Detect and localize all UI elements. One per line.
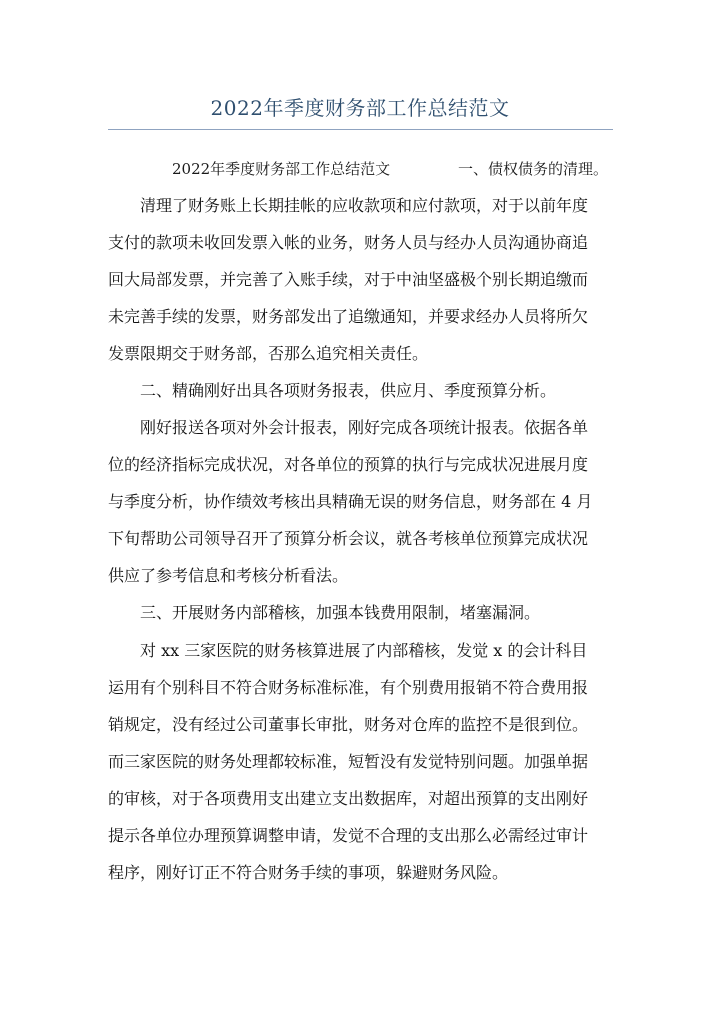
body-line: 与季度分析，协作绩效考核出具精确无误的财务信息，财务部在 4 月 (108, 492, 593, 511)
body-line: 位的经济指标完成状况，对各单位的预算的执行与完成状况进展月度 (108, 455, 589, 474)
body-line: 未完善手续的发票，财务部发出了追缴通知，并要求经办人员将所欠 (108, 307, 589, 326)
body-line: 销规定，没有经过公司董事长审批，财务对仓库的监控不是很到位。 (108, 715, 589, 734)
body-line: 下旬帮助公司领导召开了预算分析会议，就各考核单位预算完成状况 (108, 529, 589, 548)
body-line: 供应了参考信息和考核分析看法。 (108, 566, 349, 585)
body-line: 刚好报送各项对外会计报表，刚好完成各项统计报表。依据各单 (140, 418, 589, 437)
body-line: 回大局部发票，并完善了入账手续，对于中油坚盛极个别长期追缴而 (108, 270, 589, 289)
section-three-heading: 三、开展财务内部稽核，加强本钱费用限制，堵塞漏洞。 (140, 603, 541, 622)
intro-doc-name: 2022年季度财务部工作总结范文 (172, 160, 391, 178)
body-line: 而三家医院的财务处理都较标准，短暂没有发觉特别问题。加强单据 (108, 752, 589, 771)
body-line: 对 xx 三家医院的财务核算进展了内部稽核，发觉 x 的会计科目 (140, 641, 588, 660)
body-line: 的审核，对于各项费用支出建立支出数据库，对超出预算的支出刚好 (108, 789, 589, 808)
body-line: 支付的款项未收回发票入帐的业务，财务人员与经办人员沟通协商追 (108, 233, 589, 252)
section-one-heading: 一、债权债务的清理。 (458, 160, 609, 178)
section-two-heading: 二、精确刚好出具各项财务报表，供应月、季度预算分析。 (140, 381, 557, 400)
document-title: 2022年季度财务部工作总结范文 (210, 96, 510, 120)
body-line: 程序，刚好订正不符合财务手续的事项，躲避财务风险。 (108, 863, 509, 882)
body-line: 提示各单位办理预算调整申请，发觉不合理的支出那么必需经过审计 (108, 826, 589, 845)
title-divider (108, 129, 613, 130)
body-line: 运用有个别科目不符合财务标准标准，有个别费用报销不符合费用报 (108, 678, 589, 697)
body-line: 清理了财务账上长期挂帐的应收款项和应付款项，对于以前年度 (140, 196, 589, 215)
body-line: 发票限期交于财务部，否那么追究相关责任。 (108, 344, 429, 363)
